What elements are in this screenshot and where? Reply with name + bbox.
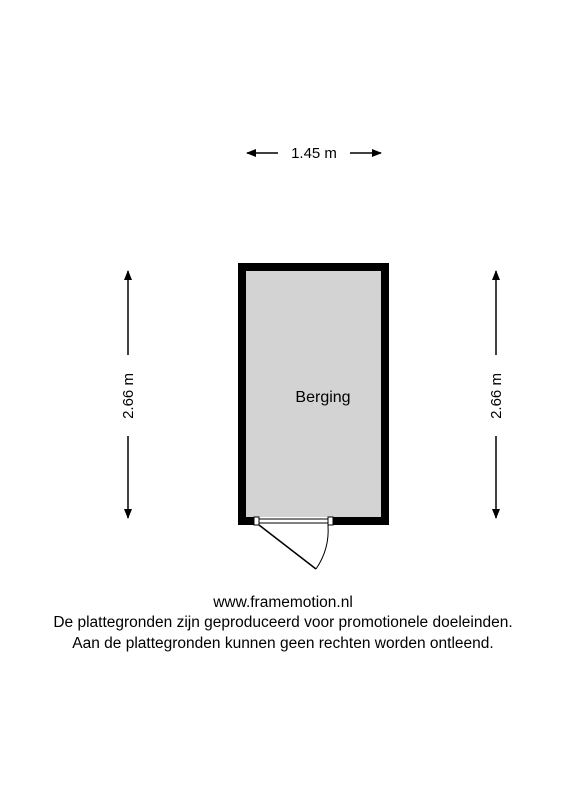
door-jamb-left [254,517,259,525]
door-leaf [259,525,316,569]
footer-disclaimer-line-2: Aan de plattegronden kunnen geen rechten worden ontleend. [72,635,494,652]
height-dimension-left-label: 2.66 m [120,373,137,419]
door-opening [254,517,333,525]
footer-website: www.framemotion.nl [213,594,353,611]
footer-disclaimer-line-1: De plattegronden zijn geproduceerd voor promotionele doeleinden. [53,614,513,631]
width-dimension-label: 1.45 m [291,145,337,162]
door-jamb-right [328,517,333,525]
height-dimension-right [488,271,505,518]
room-berging [238,263,389,569]
door-swing-arc [316,525,328,569]
height-dimension-left [120,271,137,518]
height-dimension-right-label: 2.66 m [488,373,505,419]
width-dimension [247,145,381,162]
room-label: Berging [295,389,351,406]
